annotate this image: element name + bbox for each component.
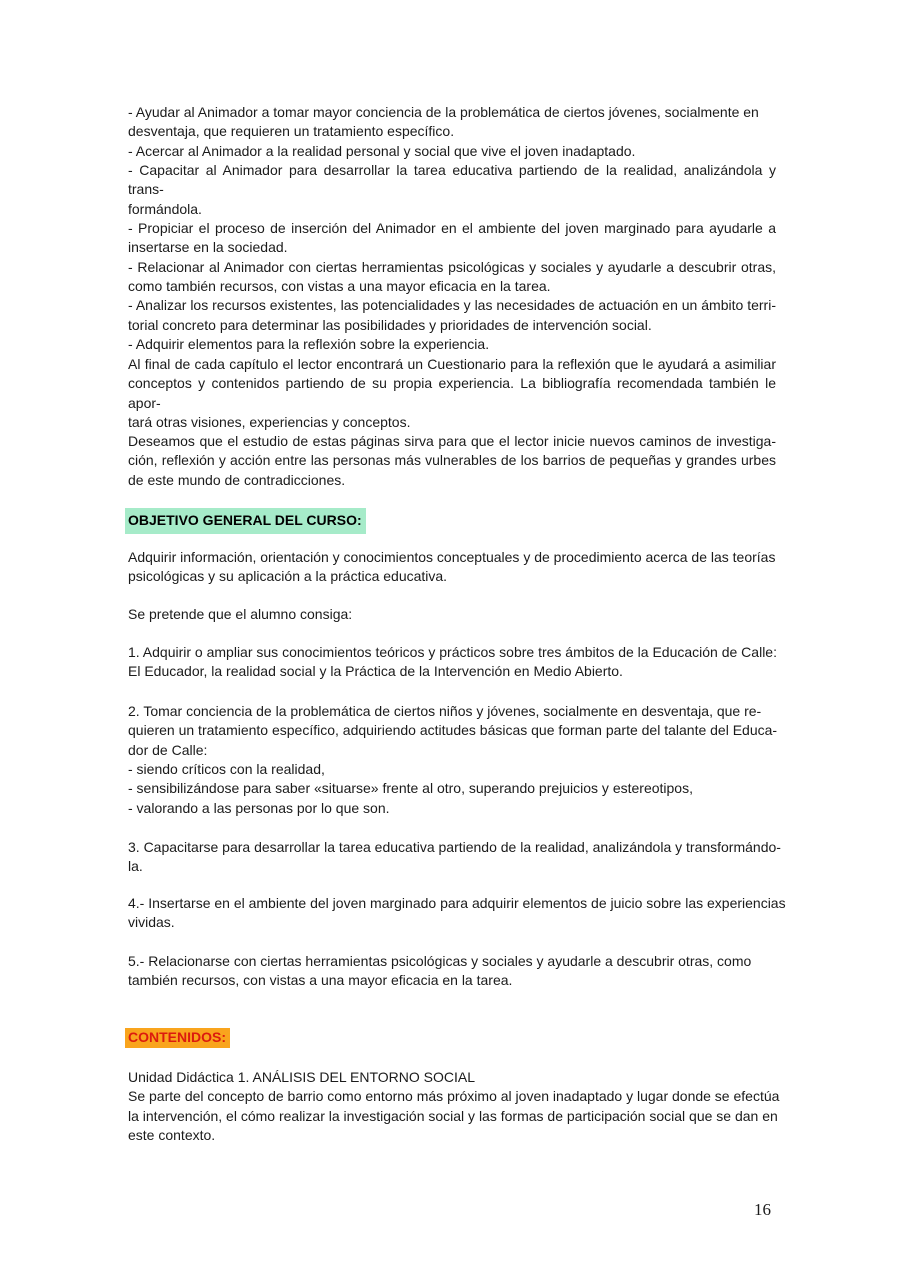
text-line: la intervención, el cómo realizar la investigación social y las formas de participación social que se dan en bbox=[128, 1107, 778, 1124]
text-line: - Ayudar al Animador a tomar mayor conciencia de la problemática de ciertos jóvenes, socialmente en bbox=[128, 104, 759, 120]
paragraph bbox=[128, 355, 776, 432]
text-line: 4.- Insertarse en el ambiente del joven marginado para adquirir elementos de juicio sobre las experiencias bbox=[128, 895, 786, 911]
text-line: - siendo críticos con la realidad, bbox=[128, 761, 325, 778]
text-line: insertarse en la sociedad. bbox=[128, 239, 288, 256]
text-line: vividas. bbox=[128, 914, 175, 931]
paragraph bbox=[128, 894, 786, 933]
text-line: - sensibilizándose para saber «situarse» frente al otro, superando prejuicios y estereotipos, bbox=[128, 780, 693, 797]
text-line: Unidad Didáctica 1. ANÁLISIS DEL ENTORNO SOCIAL bbox=[128, 1069, 476, 1085]
page-number: 16 bbox=[754, 1200, 771, 1219]
text-line: 1. Adquirir o ampliar sus conocimientos teóricos y prácticos sobre tres ámbitos de la Educación de Calle: bbox=[128, 644, 777, 660]
paragraph bbox=[128, 643, 776, 682]
text-line: conceptos y contenidos partiendo de su propia experiencia. La bibliografía recomendada también le apor- bbox=[128, 375, 776, 411]
text-line: 3. Capacitarse para desarrollar la tarea educativa partiendo de la realidad, analizándola y transformándo- bbox=[128, 839, 781, 855]
paragraph bbox=[128, 702, 776, 818]
text-line: la. bbox=[128, 858, 143, 875]
text-line: de este mundo de contradicciones. bbox=[128, 471, 346, 488]
highlighted-heading-text: CONTENIDOS: bbox=[125, 1028, 230, 1048]
text-line: - Propiciar el proceso de inserción del Animador en el ambiente del joven marginado para ayudarle a bbox=[128, 220, 776, 237]
text-line: ción, reflexión y acción entre las personas más vulnerables de los barrios de pequeñas y grandes urbes bbox=[128, 452, 776, 469]
text-line: tará otras visiones, experiencias y conceptos. bbox=[128, 414, 411, 431]
text-line: quieren un tratamiento específico, adquiriendo actitudes básicas que forman parte del talante del Educa- bbox=[128, 722, 778, 739]
text-line: - Relacionar al Animador con ciertas herramientas psicológicas y sociales y ayudarle a descubrir otras, bbox=[128, 258, 776, 275]
paragraph bbox=[128, 1068, 780, 1145]
text-line: Se pretende que el alumno consiga: bbox=[128, 606, 353, 622]
text-line: desventaja, que requieren un tratamiento específico. bbox=[128, 123, 455, 140]
text-line: Adquirir información, orientación y conocimientos conceptuales y de procedimiento acerca de las teorías bbox=[128, 549, 776, 565]
text-line: psicológicas y su aplicación a la práctica educativa. bbox=[128, 568, 448, 585]
paragraph bbox=[128, 605, 776, 624]
highlighted-heading-text: OBJETIVO GENERAL DEL CURSO: bbox=[125, 508, 366, 534]
section-heading-objetivo bbox=[128, 508, 776, 534]
text-line: - Adquirir elementos para la reflexión sobre la experiencia. bbox=[128, 336, 490, 353]
text-line: formándola. bbox=[128, 200, 202, 217]
text-line: también recursos, con vistas a una mayor eficacia en la tarea. bbox=[128, 972, 513, 989]
text-line: como también recursos, con vistas a una mayor eficacia en la tarea. bbox=[128, 278, 551, 295]
text-line: dor de Calle: bbox=[128, 741, 208, 758]
paragraph bbox=[128, 952, 776, 991]
paragraph bbox=[128, 838, 781, 877]
paragraph bbox=[128, 103, 776, 354]
section-heading-contenidos bbox=[128, 1028, 776, 1048]
text-line: - Capacitar al Animador para desarrollar la tarea educativa partiendo de la realidad, analizándola y trans- bbox=[128, 162, 776, 198]
text-line: 2. Tomar conciencia de la problemática de ciertos niños y jóvenes, socialmente en desventaja, que re- bbox=[128, 703, 762, 719]
text-line: Al final de cada capítulo el lector encontrará un Cuestionario para la reflexión que le ayudará a asimiliar bbox=[128, 356, 776, 372]
text-line: - valorando a las personas por lo que son. bbox=[128, 799, 390, 816]
text-line: - Analizar los recursos existentes, las potencialidades y las necesidades de actuación en un ámbito terri- bbox=[128, 297, 776, 314]
paragraph bbox=[128, 432, 776, 490]
text-line: este contexto. bbox=[128, 1127, 216, 1144]
text-line: Se parte del concepto de barrio como entorno más próximo al joven inadaptado y lugar donde se efectúa bbox=[128, 1088, 780, 1105]
text-line: - Acercar al Animador a la realidad personal y social que vive el joven inadaptado. bbox=[128, 142, 636, 159]
paragraph bbox=[128, 548, 776, 587]
text-line: Deseamos que el estudio de estas páginas sirva para que el lector inicie nuevos caminos de investiga- bbox=[128, 433, 776, 449]
text-line: 5.- Relacionarse con ciertas herramientas psicológicas y sociales y ayudarle a descubrir otras, como bbox=[128, 953, 752, 969]
text-line: El Educador, la realidad social y la Práctica de la Intervención en Medio Abierto. bbox=[128, 663, 623, 680]
text-line: torial concreto para determinar las posibilidades y prioridades de intervención social. bbox=[128, 316, 652, 333]
